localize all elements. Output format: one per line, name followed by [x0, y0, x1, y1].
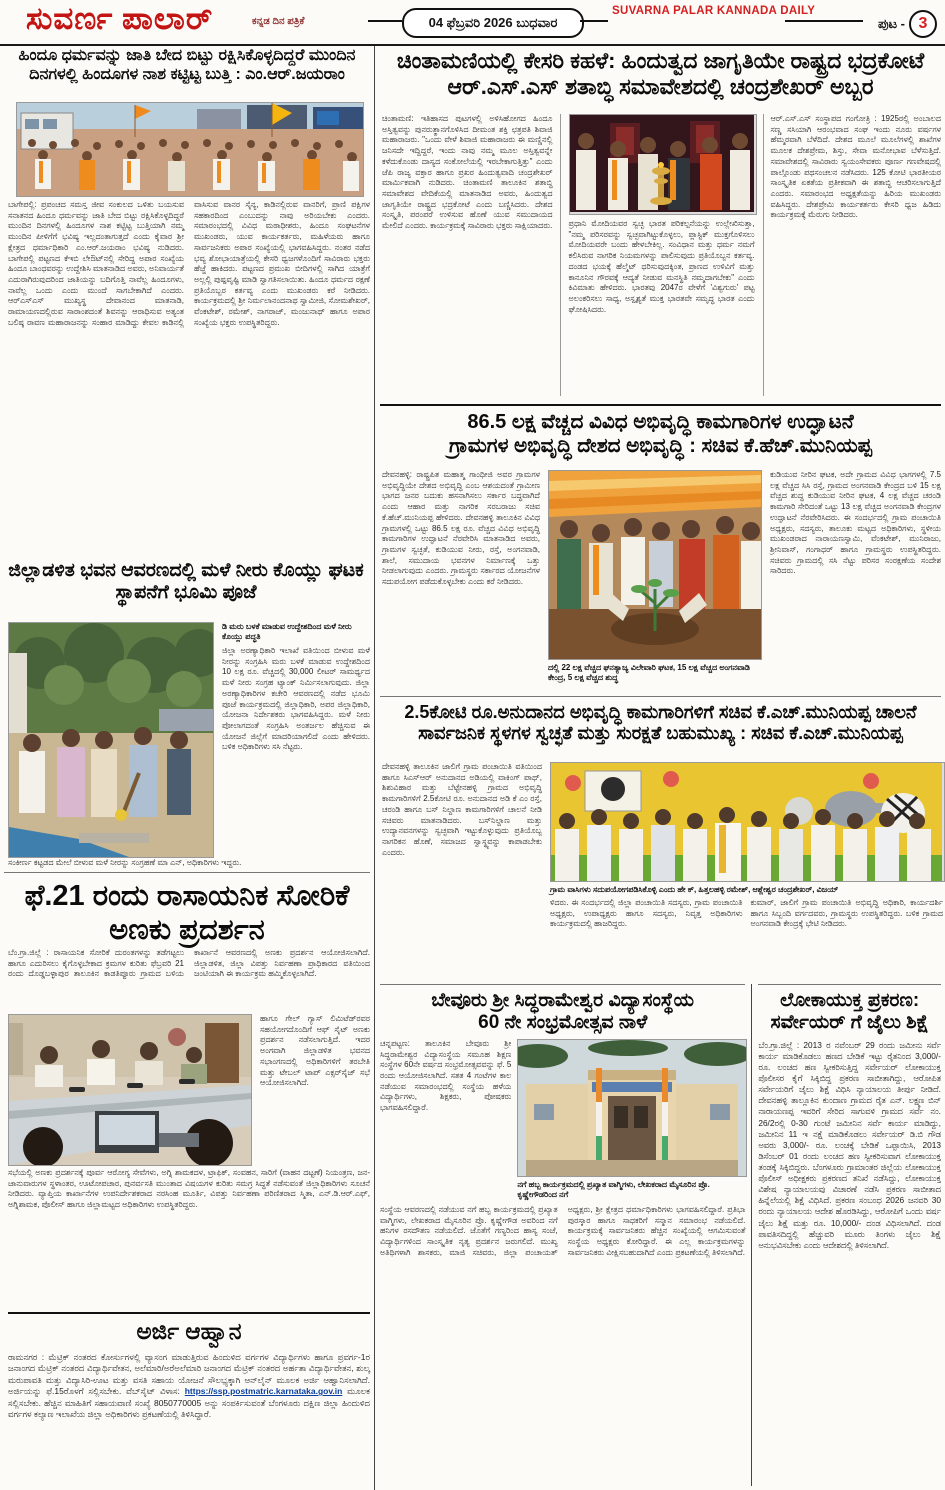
works-article-col1: ದೇವನಹಳ್ಳಿ: ರಾಷ್ಟ್ರಪಿತ ಮಹಾತ್ಮ ಗಾಂಧೀಜಿ ಅವರ ಗ್ರಾಮಗಳ ಅಭಿವೃದ್ಧಿಯೇ ದೇಶದ ಅಭಿವೃದ್ಧಿ ಎಂಬ ಆಶಯದಂತೆ ಗ್ರಾಮೀಣ ಭಾಗದ ಜನರ ಬದುಕು ಹಸನಾಗಿಸಲು ಸರ್ಕಾರ ಬದ್ಧವಾಗಿದೆ ಎಂದು ಆಹಾರ ಮತ್ತು ನಾಗರಿಕ ಸರಬರಾಜು ಸಚಿವ ಕೆ.ಹೆಚ್.ಮುನಿಯಪ್ಪ ಹೇಳಿದರು. ದೇವನಹಳ್ಳಿ ತಾಲೂಕಿನ ವಿವಿಧ ಗ್ರಾಮಗಳಲ್ಲಿ ಒಟ್ಟು 86.5 ಲಕ್ಷ ರೂ. ವೆಚ್ಚದ ವಿವಿಧ ಅಭಿವೃದ್ಧಿ ಕಾಮಗಾರಿಗಳ ಉದ್ಘಾಟನೆ ನೆರವೇರಿಸಿ ಮಾತನಾಡಿದ ಅವರು, ಗ್ರಾಮಗಳ ಸ್ವಚ್ಛತೆ, ಕುಡಿಯುವ ನೀರು, ರಸ್ತೆ, ಅಂಗನವಾಡಿ, ಶಾಲೆ, ಸಮುದಾಯ ಭವನಗಳ ನಿರ್ಮಾಣಕ್ಕೆ ಒತ್ತು ನೀಡಲಾಗುವುದು ಎಂದರು. ಗ್ರಾಮಸ್ಥರು ಸರ್ಕಾರದ ಯೋಜನೆಗಳ ಸದುಪಯೋಗ ಪಡೆದುಕೊಳ್ಳಬೇಕು ಎಂದು ಕರೆ ನೀಡಿದರು. [382, 470, 540, 587]
school-headline-line1: ಬೇವೂರು ಶ್ರೀ ಸಿದ್ಧರಾಮೇಶ್ವರ ವಿದ್ಯಾಸಂಸ್ಥೆಯ [380, 984, 745, 1012]
rain-article-row [8, 622, 370, 856]
main-article-col1: ಚಿಂತಾಮಣಿ: ಇತಿಹಾಸದ ಪುಟಗಳಲ್ಲಿ ಅಳಿಸಿಹೋಗದ ಹಿಂದೂ ಅಸ್ತಿತ್ವವನ್ನು ಪುನರುತ್ಥಾನಗೊಳಿಸಿದ ದೀಮಂತ ಶಕ್ತಿ ಛತ್ರಪತಿ ಶಿವಾಜಿ ಮಹಾರಾಜರು. "ಒಂದು ವೇಳೆ ಶಿವಾಜಿ ಮಹಾರಾಜರು ಈ ಮಣ್ಣಿನಲ್ಲಿ ಜನಿಸದೇ ಇದ್ದಿದ್ದರೆ, ಇಂದು ನಾವು ನಮ್ಮ ಮೂಲ ಅಸ್ತಿತ್ವವನ್ನೇ ಕಳೆದುಕೊಂಡು ದಾಸ್ಯದ ಸಂಕೋಲೆಯಲ್ಲಿ ಇರಬೇಕಾಗುತ್ತಿತ್ತು" ಎಂದು ಜೆಪಿ ರಾಜ್ಯ ವಕ್ತಾರ ಹಾಗೂ ಪ್ರಖರ ಹಿಂದುತ್ವವಾದಿ ಚಂದ್ರಶೇಖರ್ ಮಾರ್ಮಿಕವಾಗಿ ನುಡಿದರು. ಚಿಂತಾಮಣಿ ತಾಲೂಕಿನ ಶತಾಬ್ಧಿ ಸಮಾವೇಶದ ವೇದಿಕೆಯಲ್ಲಿ ಮಾತನಾಡಿದ ಅವರು, ಹಿಂದುತ್ವದ ಜಾಗೃತಿಯೇ ರಾಷ್ಟ್ರದ ಭದ್ರಕೋಟೆ ಎಂದು ಬಣ್ಣಿಸಿದರು. ದೇಶದ ಸಂಸ್ಕೃತಿ, ಪರಂಪರೆ ಉಳಿಸುವ ಹೊಣೆ ಯುವ ಸಮುದಾಯದ ಮೇಲಿದೆ ಎಂದರು. ಕಾರ್ಯಕ್ರಮಕ್ಕೆ ಸಾವಿರಾರು ಭಕ್ತರು ಸಾಕ್ಷಿಯಾದರು. [382, 114, 561, 396]
meeting-photo [8, 1014, 252, 1166]
rain-article-caption: ಸಂಕೀರ್ಣ ಕಟ್ಟಡದ ಮೇಲೆ ಬೀಳುವ ಮಳೆ ನೀರನ್ನು ಸಂಗ್ರಹಣೆ ಮಾ ಎನ್, ಅಧಿಕಾರಿಗಳು ಇದ್ದರು. [8, 858, 242, 867]
lokayukta-article [751, 984, 941, 1486]
mock-drill-row [8, 1014, 370, 1164]
page-label: ಪುಟ - [877, 16, 905, 31]
mock-drill-side-text: ಹಾಗೂ ಗೇಲ್ ಗ್ಯಾಸ್ ಲಿಮಿಟೆಡ್‌ರವರ ಸಹಯೋಗದೊಂದಿಗೆ ಆಫ್ ಸೈಟ್ ಅಣಕು ಪ್ರದರ್ಶನ ನಡೆಸಲಾಗುತ್ತಿದೆ. ಇದರ ಅಂಗವಾಗಿ ಜಿಲ್ಲಾಡಳಿತ ಭವನದ ಸಭಾಂಗಣದಲ್ಲಿ ಅಧಿಕಾರಿಗಳಿಗೆ ತರಬೇತಿ ಮತ್ತು ಟೇಬಲ್ ಟಾಪ್ ಎಕ್ಸರ್‌ಸೈಜ್ ಸಭೆ ಆಯೋಜಿಸಲಾಗಿದೆ. [260, 1014, 370, 1088]
newspaper-subtitle: ಕನ್ನಡ ದಿನ ಪತ್ರಿಕೆ [252, 16, 305, 27]
applications-body [8, 1352, 370, 1420]
grant-headline-line1: 2.5ಕೋಟಿ ರೂ.ಅನುದಾನದ ಅಭಿವೃದ್ಧಿ ಕಾಮಗಾರಿಗಳಿಗೆ ಸಚಿವ ಕೆ.ಎಚ್.ಮುನಿಯಪ್ಪ ಚಾಲನೆ [404, 702, 917, 722]
rain-article-subhead: ಡಿ ಮರು ಬಳಕೆ ಮಾಡುವ ಉದ್ದೇಶದಿಂದ ಮಳೆ ನೀರು ಕೊಯ್ಲು ಪದ್ಧತಿ [222, 622, 352, 641]
masthead-english-title: SUVARNA PALAR KANNADA DAILY [612, 5, 816, 17]
newspaper-logo: ಸುವರ್ಣ ಪಾಲಾರ್ [26, 1, 214, 36]
grant-headline-line2: ಸಾರ್ವಜನಿಕ ಸ್ಥಳಗಳ ಸ್ವಚ್ಛತೆ ಮತ್ತು ಸುರಕ್ಷತೆ ಬಹುಮುಖ್ಯ : ಸಚಿವ ಕೆ.ಎಚ್.ಮುನಿಯಪ್ಪ [418, 723, 903, 744]
grant-article-col1: ದೇವನಹಳ್ಳಿ ತಾಲೂಕಿನ ಜಾಲಿಗೆ ಗ್ರಾಮ ಪಂಚಾಯಿತಿ ವತಿಯಿಂದ ಹಾಗೂ ಸಿಎಸ್ಆರ್ ಅನುದಾನದ ಅಡಿಯಲ್ಲಿ ವಾಕಿಂಗ್ ಪಾಥ್, ಶಿಶುವಿಹಾರ ಮತ್ತು ಬೆಟ್ಟೇನಹಳ್ಳಿ ಗ್ರಾಮದ ಅಭಿವೃದ್ಧಿ ಕಾಮಗಾರಿಗಳಿಗೆ 2.5ಕೋಟಿ ರೂ. ಅನುದಾನದ ಅಡಿ ಕೆ ಎಂ ರಸ್ತೆ, ಚರಂಡಿ ಹಾಗೂ ಬಸ್ ನಿಲ್ದಾಣ ಕಾಮಗಾರಿಗಳಿಗೆ ಚಾಲನೆ ನೀಡಿ ಸಚಿವರು ಮಾತನಾಡಿದರು. ಬಸ್‌ನಿಲ್ದಾಣ ಮತ್ತು ಉದ್ಯಾನವನಗಳನ್ನು ಸ್ವಚ್ಛವಾಗಿ ಇಟ್ಟುಕೊಳ್ಳುವುದು ಪ್ರತಿಯೊಬ್ಬ ನಾಗರಿಕನ ಹೊಣೆ, ಸಮಾಜದ ಸ್ವಾಸ್ಥ್ಯವನ್ನು ಕಾಪಾಡಬೇಕು ಎಂದರು. [382, 762, 542, 857]
school-photo-block [517, 1039, 745, 1200]
works-headline-line1: 86.5 ಲಕ್ಷ ವೆಚ್ಚದ ವಿವಿಧ ಅಭಿವೃದ್ಧಿ ಕಾಮಗಾರಿಗಳ ಉದ್ಘಾಟನೆ [467, 411, 854, 433]
meeting-photo-illustration [9, 1015, 251, 1165]
lokayukta-body: ಬೆಂ.ಗ್ರಾ.ಜಿಲ್ಲೆ : 2013 ರ ನವೆಂಬರ್ 29 ರಂದು ಜಮೀನು ಸರ್ವೆ ಕಾರ್ಯ ಮಾಡಿಕೊಡಲು ಹಣದ ಬೇಡಿಕೆ ಇಟ್ಟು ರೈತನಿಂದ 3,000/- ರೂ. ಲಂಚದ ಹಣ ಸ್ವೀಕರಿಸುತ್ತಿದ್ದ ಸರ್ವೇಯರ್ ಲೋಕಾಯುಕ್ತ ಪೊಲೀಸರ ಕೈಗೆ ಸಿಕ್ಕಿಬಿದ್ದ ಪ್ರಕರಣ ಸಾಬೀತಾಗಿದ್ದು, ಆರೋಪಿತ ಸರ್ವೇಯರಿಗೆ ಜೈಲು ಶಿಕ್ಷೆ ವಿಧಿಸಿ ನ್ಯಾಯಾಲಯ ತೀರ್ಪು ನೀಡಿದೆ. ದೇವನಹಳ್ಳಿ ತಾಲ್ಲೂಕಿನ ಕುಂದಾಣ ಗ್ರಾಮದ ರೈತ ಎನ್. ಲಕ್ಷ್ಮಣ ಬಿನ್ ನಾರಾಯಣಪ್ಪ ಇವರಿಗೆ ಸೇರಿದ ಸಾಗುವಳಿ ಗ್ರಾಮದ ಸರ್ವೆ ನಂ. 26/2ರಲ್ಲಿ 0-30 ಗುಂಟೆ ಜಮೀನಿನ ಸರ್ವೆ ಕಾರ್ಯ ಮಾಡಿದ್ದು, ಜಮೀನಿನ 11 ಇ ನಕ್ಷೆ ಮಾಡಿಕೊಡಲು ಸರ್ವೇಯರ್ ಡಿ.ಬಿ ಗೌಡ ಅವರು 3,000/- ರೂ. ಲಂಚಕ್ಕೆ ಬೇಡಿಕೆ ಒಪ್ಪಾಯಿಸಿ, 2013 ಡಿಸೆಂಬರ್ 01 ರಂದು ಲಂಚದ ಹಣ ಸ್ವೀಕರಿಸುವಾಗ ಲೋಕಾಯುಕ್ತ ತಂಡಕ್ಕೆ ಸಿಕ್ಕಿಬಿದ್ದರು. ಬೆಂಗಳೂರು ಗ್ರಾಮಾಂತರ ಜಿಲ್ಲೆಯ ಲೋಕಾಯುಕ್ತ ಪೊಲೀಸ್ ಅಧೀಕ್ಷಕರು ಪ್ರಕರಣದ ತನಿಖೆ ನಡೆಸಿದ್ದು, ಲೋಕಾಯುಕ್ತ ವಿಶೇಷ ನ್ಯಾಯಾಲಯವು ವಿಚಾರಣೆ ನಡೆಸಿ ಪ್ರಕರಣ ಸಾಬೀತಾದ ಹಿನ್ನೆಲೆಯಲ್ಲಿ ಶಿಕ್ಷೆ ವಿಧಿಸಿದೆ. ಪ್ರಕರಣ ಸಂಬಂಧ 2026 ಜನವರಿ 30 ರಂದು ನ್ಯಾಯಾಲಯ ಆದೇಶ ಹೊರಡಿಸಿದ್ದು, ಆರೋಪಿಗೆ ಒಂದು ವರ್ಷ ಜೈಲು ಶಿಕ್ಷೆ ಮತ್ತು ರೂ. 10,000/- ದಂಡ ವಿಧಿಸಲಾಗಿದೆ. ದಂಡ ಪಾವತಿಸದಿದ್ದಲ್ಲಿ ಹೆಚ್ಚುವರಿ ಮೂರು ತಿಂಗಳು ಜೈಲು ಶಿಕ್ಷೆ ಅನುಭವಿಸಬೇಕು ಎಂದು ಆದೇಶದಲ್ಲಿ ತಿಳಿಸಲಾಗಿದೆ. [758, 1039, 941, 1250]
bhoomi-pooja-illustration [9, 623, 213, 857]
tree-planting-photo [548, 470, 762, 660]
school-building-photo [517, 1039, 747, 1177]
main-article-col2 [569, 114, 755, 396]
works-article-headline [380, 404, 941, 458]
bottom-section [380, 984, 941, 1486]
grant-article-below-col2: ಕುಮಾರ್, ಜಾಲಿಗೆ ಗ್ರಾಮ ಪಂಚಾಯಿತಿ ಅಭಿವೃದ್ಧಿ ಅಧಿಕಾರಿ, ಕಾರ್ಯದರ್ಶಿ ಹಾಗೂ ಸಿಬ್ಬಂದಿ ವರ್ಗದವರು, ಗ್ರಾಮಸ್ಥರು ಉಪಸ್ಥಿತರಿದ್ದರು. ಬಳಿಕ ಗ್ರಾಮದ ಅಂಗನವಾಡಿ ಕೇಂದ್ರಕ್ಕೆ ಭೇಟಿ ನೀಡಿದರು. [750, 898, 943, 929]
masthead [0, 0, 945, 46]
left-article-headline: ಹಿಂದೂ ಧರ್ಮವನ್ನು ಜಾತಿ ಬೇದ ಬಿಟ್ಟು ರಕ್ಷಿಸಿಕೊಳ್ಳದಿದ್ದರೆ ಮುಂದಿನ ದಿನಗಳಲ್ಲಿ ಹಿಂದೂಗಳ ನಾಶ ಕಟ್ಟಿಟ್ಟ ಬುತ್ತಿ : ಎಂ.ಆರ್.ಜಯರಾಂ [18, 47, 356, 83]
main-article-col3: ಆರ್.ಎಸ್.ಎಸ್ ಸಂಸ್ಥಾಪದ ಗಂಗೋತ್ರಿ : 1925ರಲ್ಲಿ ಅಂಬಾಲದ ಸಣ್ಣ ಸಸಿಯಾಗಿ ಆರಂಭವಾದ ಸಂಘ ಇಂದು ನೂರು ವರ್ಷಗಳ ಹೆಮ್ಮರವಾಗಿ ಬೆಳೆದಿದೆ. ದೇಶದ ಮೂಲೆ ಮೂಲೆಗಳಲ್ಲಿ ಶಾಖೆಗಳ ಮೂಲಕ ದೇಶಪ್ರೇಮ, ಶಿಸ್ತು, ಸೇವಾ ಮನೋಭಾವ ಬೆಳೆಸುತ್ತಿದೆ. ಸಮಾವೇಶದಲ್ಲಿ ಸಾವಿರಾರು ಸ್ವಯಂಸೇವಕರು ಪೂರ್ಣ ಗಣವೇಷದಲ್ಲಿ ಪಾಲ್ಗೊಂಡು ಪಥಸಂಚಲನ ನಡೆಸಿದರು. 125 ಕೋಟಿ ಭಾರತೀಯರ ಸಾಂಸ್ಕೃತಿಕ ಏಕತೆಯ ಪ್ರತೀಕವಾಗಿ ಈ ಶತಾಬ್ಧಿ ಆಚರಿಸಲಾಗುತ್ತಿದೆ ಎಂದರು. ಸಮಾರಂಭದ ಅಧ್ಯಕ್ಷತೆಯನ್ನು ಹಿರಿಯ ಮುಖಂಡರು ವಹಿಸಿದ್ದರು. ದೇಶಪ್ರೇಮಿ ಕಾರ್ಯಕರ್ತರು ಕೇಸರಿ ಧ್ವಜ ಹಿಡಿದು ಕಾರ್ಯಕ್ರಮಕ್ಕೆ ಮೆರುಗು ನೀಡಿದರು. [763, 114, 942, 396]
rain-article-side-text: ಜಿಲ್ಲಾ ಅರಣ್ಯಾಧಿಕಾರಿ ಇಲಾಖೆ ವತಿಯಿಂದ ಬೀಳುವ ಮಳೆ ನೀರನ್ನು ಸಂಗ್ರಹಿಸಿ ಮರು ಬಳಕೆ ಮಾಡುವ ಉದ್ದೇಶದಿಂದ 10 ಲಕ್ಷ ರೂ. ವೆಚ್ಚದಲ್ಲಿ 30,000 ಲೀಟರ್ ಸಾಮರ್ಥ್ಯದ ಮಳೆ ನೀರು ಸಂಗ್ರಹ ಟ್ಯಾಂಕ್ ನಿರ್ಮಿಸಲಾಗುವುದು. ಜಿಲ್ಲಾ ಅರಣ್ಯಾಧಿಕಾರಿಗಳ ಕಚೇರಿ ಆವರಣದಲ್ಲಿ ನಡೆದ ಭೂಮಿ ಪೂಜೆ ಕಾರ್ಯಕ್ರಮದಲ್ಲಿ ಜಿಲ್ಲಾಧಿಕಾರಿ, ಅಪರ ಜಿಲ್ಲಾಧಿಕಾರಿ, ಯೋಜನಾ ನಿರ್ದೇಶಕರು ಭಾಗವಹಿಸಿದ್ದರು. ಮಳೆ ನೀರು ಪೋಲಾಗದಂತೆ ಸಂಗ್ರಹಿಸಿ ಅಂತರ್ಜಲ ಹೆಚ್ಚಿಸುವ ಈ ಯೋಜನೆ ಜಿಲ್ಲೆಗೆ ಮಾದರಿಯಾಗಲಿದೆ ಎಂದು ಹೇಳಿದರು. ಬಳಿಕ ಅಧಿಕಾರಿಗಳು ಸಸಿ ನೆಟ್ಟರು. [222, 646, 370, 752]
mock-drill-para1: ಬೆಂ.ಗ್ರಾ.ಜಿಲ್ಲೆ : ರಾಸಾಯನಿಕ ಸೋರಿಕೆ ದುರಂತಗಳನ್ನು ತಡೆಗಟ್ಟಲು ಹಾಗೂ ಎದುರಿಸಲು ಕೈಗೊಳ್ಳಬೇಕಾದ ಕ್ರಮಗಳ ಕುರಿತು ಫೆಬ್ರವರಿ 21 ರಂದು ದೊಡ್ಡಬಳ್ಳಾಪುರ ತಾಲೂಕಿನ ಕಾಡತಿಪ್ಪೂರು ಗ್ರಾಮದ ಬಳಿಯ ಕಾರ್ಖಾನೆ ಆವರಣದಲ್ಲಿ ಅಣಕು ಪ್ರದರ್ಶನ ಆಯೋಜಿಸಲಾಗಿದೆ. ಜಿಲ್ಲಾಡಳಿತ, ಜಿಲ್ಲಾ ವಿಪತ್ತು ನಿರ್ವಹಣಾ ಪ್ರಾಧಿಕಾರದ ವತಿಯಿಂದ ಜಂಟಿಯಾಗಿ ಈ ಕಾರ್ಯಕ್ರಮ ಹಮ್ಮಿಕೊಳ್ಳಲಾಗಿದೆ. [8, 948, 370, 979]
works-headline-line2: ಗ್ರಾಮಗಳ ಅಭಿವೃದ್ಧಿ ದೇಶದ ಅಭಿವೃದ್ಧಿ : ಸಚಿವ ಕೆ.ಹೆಚ್.ಮುನಿಯಪ್ಪ [449, 434, 872, 457]
works-photo-caption: ದಲ್ಲಿ 22 ಲಕ್ಷ ವೆಚ್ಚದ ಘನತ್ಯಾಜ್ಯ ವಿಲೇವಾರಿ ಘಟಕ, 15 ಲಕ್ಷ ವೆಚ್ಚದ ಅಂಗನವಾಡಿ ಕೇಂದ್ರ, 5 ಲಕ್ಷ ವೆಚ್ಚದ ಶುದ್ಧ [548, 663, 750, 682]
grant-article-below-col1: ಳಿದರು. ಈ ಸಂದರ್ಭದಲ್ಲಿ ಜಿಲ್ಲಾ ಪಂಚಾಯಿತಿ ಸದಸ್ಯರು, ಗ್ರಾಮ ಪಂಚಾಯಿತಿ ಅಧ್ಯಕ್ಷರು, ಉಪಾಧ್ಯಕ್ಷರು ಹಾಗೂ ಸದಸ್ಯರು, ನಿವೃತ್ತ ಅಧಿಕಾರಿಗಳು ಕಾರ್ಯಕ್ರಮದಲ್ಲಿ ಹಾಜರಿದ್ದರು. [550, 898, 743, 929]
grant-article-row [382, 762, 941, 980]
works-article-col3: ಕುಡಿಯುವ ನೀರಿನ ಘಟಕ, ಅದೇ ಗ್ರಾಮದ ವಿವಿಧ ಭಾಗಗಳಲ್ಲಿ 7.5 ಲಕ್ಷ ವೆಚ್ಚದ ಸಿಸಿ ರಸ್ತೆ, ಗ್ರಾಮದ ಅಂಗನವಾಡಿ ಕೇಂದ್ರದ ಬಳಿ 15 ಲಕ್ಷ ವೆಚ್ಚದ ಶುದ್ಧ ಕುಡಿಯುವ ನೀರಿನ ಘಟಕ, 4 ಲಕ್ಷ ವೆಚ್ಚದ ಚರಂಡಿ ಕಾಮಗಾರಿ ಸೇರಿದಂತೆ ಒಟ್ಟು 13 ಲಕ್ಷ ವೆಚ್ಚದ ಅಂಗನವಾಡಿ ಕೇಂದ್ರಗಳ ಉದ್ಘಾಟನೆ ನೆರವೇರಿಸಿದರು. ಈ ಸಂದರ್ಭದಲ್ಲಿ ಗ್ರಾಮ ಪಂಚಾಯಿತಿ ಅಧ್ಯಕ್ಷರು, ಸದಸ್ಯರು, ತಾಲೂಕು ಮಟ್ಟದ ಅಧಿಕಾರಿಗಳು, ಸ್ಥಳೀಯ ಮುಖಂಡರಾದ ನಾರಾಯಣಸ್ವಾಮಿ, ವೆಂಕಟೇಶ್, ಮುನಿರಾಜು, ಶ್ರೀನಿವಾಸ್, ಗಂಗಾಧರ್ ಹಾಗೂ ಗ್ರಾಮಸ್ಥರು ಉಪಸ್ಥಿತರಿದ್ದರು. ಸಚಿವರು ಗ್ರಾಮದಲ್ಲಿ ಸಸಿ ನೆಟ್ಟು ಪರಿಸರ ಸಂರಕ್ಷಣೆಯ ಸಂದೇಶ ಸಾರಿದರು. [770, 470, 941, 576]
lamp-lighting-photo [569, 114, 757, 215]
works-article-row [382, 470, 941, 692]
school-article [380, 984, 751, 1486]
lamp-lighting-illustration [570, 115, 754, 212]
school-article-col1: ಚನ್ನಪಟ್ಟಣ: ತಾಲೂಕಿನ ಬೇವೂರು ಶ್ರೀ ಸಿದ್ಧರಾಮೇಶ್ವರ ವಿದ್ಯಾಸಂಸ್ಥೆಯ ಸಮೂಹ ಶಿಕ್ಷಣ ಸಂಸ್ಥೆಗಳ 60ನೇ ವರ್ಷದ ಸಂಭ್ರಮೋತ್ಸವವನ್ನು ಫೆ. 5 ರಂದು ಆಯೋಜಿಸಲಾಗಿದೆ. ಸತತ 4 ಗಂಟೆಗಳ ಕಾಲ ನಡೆಯುವ ಸಮಾರಂಭದಲ್ಲಿ ಸಂಸ್ಥೆಯ ಹಳೆಯ ವಿದ್ಯಾರ್ಥಿಗಳು, ಶಿಕ್ಷಕರು, ಪೋಷಕರು ಭಾಗವಹಿಸಲಿದ್ದಾರೆ. [380, 1038, 512, 1113]
grant-article-photo-block [550, 762, 943, 980]
mock-drill-para2: ಸಭೆಯಲ್ಲಿ ಅಣಕು ಪ್ರದರ್ಶನಕ್ಕೆ ಪೂರ್ವ ಆರೋಗ್ಯ ಸೇವೆಗಳು, ಅಗ್ನಿ ಶಾಮಕದಳ, ಟ್ರಾಫಿಕ್, ಸಂವಹನ, ಸಾರಿಗೆ (ವಾಹನ ದಟ್ಟಣೆ) ನಿಯಂತ್ರಣ, ಜನ-ಜಾನುವಾರುಗಳ ಸ್ಥಳಾಂತರ, ಊಟೋಪಚಾರ, ಪುನರ್ವಸತಿ ಮುಂತಾದ ವಿಷಯಗಳ ಕುರಿತು ಸಮಗ್ರ ಸಿದ್ಧತೆ ನಡೆಸುವಂತೆ ಜಿಲ್ಲಾಧಿಕಾರಿಗಳು ಸೂಚನೆ ನೀಡಿದರು. ವ್ಯಾಪ್ತಿಯ ಕಾರ್ಖಾನೆಗಳ ಉಪನಿರ್ದೇಶಕರಾದ ನರಸಿಂಹ ಮೂರ್ತಿ, ವಿಪತ್ತು ನಿರ್ವಹಣಾ ಪರಿಣಿತರಾದ ಸ್ಮಿತಾ, ಎನ್.ಡಿ.ಆರ್.ಎಫ್, ಅಗ್ನಿಶಾಮಕ, ಪೊಲೀಸ್ ಹಾಗೂ ಜಿಲ್ಲಾಮಟ್ಟದ ಅಧಿಕಾರಿಗಳು ಉಪಸ್ಥಿತರಿದ್ದರು. [8, 1168, 370, 1210]
date-box: 04 ಫೆಬ್ರವರಿ 2026 ಬುಧವಾರ [402, 8, 584, 38]
group-photo-illustration [551, 763, 942, 881]
main-article-col2-text: ಪ್ರಧಾನಿ ಮೋದಿಯವರ ಸ್ವಚ್ಛ ಭಾರತ ಪರಿಕಲ್ಪನೆಯನ್ನು ಉಲ್ಲೇಖಿಸುತ್ತಾ, "ನಮ್ಮ ಪರಿಸರವನ್ನು ಸ್ವಚ್ಛವಾಗಿಟ್ಟುಕೊಳ್ಳಲು, ಪ್ಲಾಸ್ಟಿಕ್ ಮುಕ್ತಗೊಳಿಸಲು ಮೋದಿಯವರೇ ಬಂದು ಹೇಳಬೇಕಿಲ್ಲ. ಸಂವಿಧಾನ ಮತ್ತು ಧರ್ಮ ನಮಗೆ ಕಲಿಸಿರುವ ನಾಗರಿಕ ನಿಯಮಗಳನ್ನು ಪಾಲಿಸುವುದು ಪ್ರತಿಯೊಬ್ಬನ ಕರ್ತವ್ಯ. ದಂಡದ ಭಯಕ್ಕೆ ಹೆಲ್ಮೆಟ್ ಧರಿಸುವುದಕ್ಕಿಂತ, ಪ್ರಾಣದ ಉಳಿವಿಗೆ ಮತ್ತು ಕಾನೂನಿನ ಗೌರವಕ್ಕೆ ಆದ್ಯತೆ ನೀಡುವ ಮನಸ್ಥಿತಿ ನಮ್ಮದಾಗಬೇಕು" ಎಂದು ಕಿವಿಮಾತು ಹೇಳಿದರು. ಭಾರತವು 2047ರ ವೇಳೆಗೆ 'ವಿಶ್ವಗುರು' ಪಟ್ಟ ಅಲಂಕರಿಸಲು ಸಾಧ್ಯ, ಅಸ್ಪೃಶ್ಯತೆ ಮುಕ್ತ ಭಾರತವೇ ಸಮೃದ್ಧ ಭಾರತ ಎಂದು ಘೋಷಿಸಿದರು. [568, 219, 755, 314]
procession-photo-illustration [17, 103, 363, 196]
applications-headline: ಅರ್ಜಿ ಆಹ್ವಾನ [8, 1312, 370, 1345]
bhoomi-pooja-photo [8, 622, 214, 858]
tree-planting-illustration [549, 471, 761, 659]
works-article-photo-block [548, 470, 762, 692]
main-article-headline: ಚಿಂತಾಮಣಿಯಲ್ಲಿ ಕೇಸರಿ ಕಹಳೆ: ಹಿಂದುತ್ವದ ಜಾಗೃತಿಯೇ ರಾಷ್ಟ್ರದ ಭದ್ರಕೋಟೆ ಆರ್.ಎಸ್.ಎಸ್ ಶತಾಬ್ಧಿ ಸಮಾವೇಶದಲ್ಲಿ ಚಂದ್ರಶೇಖರ್ ಅಬ್ಬರ [396, 48, 925, 99]
school-photo-caption: ನಗೆ ಹಬ್ಬ ಕಾರ್ಯಕ್ರಮದಲ್ಲಿ ಪ್ರಖ್ಯಾತ ವಾಗ್ಮಿಗಳು, ಲೇಖಕರಾದ ಮೈಸೂರಿನ ಪ್ರೊ. ಕೃಷ್ಣೇಗೌಡರಿಂದ ನಗೆ [517, 1179, 710, 1199]
page-number-badge: 3 [909, 10, 937, 38]
lokayukta-headline-line2: ಸರ್ವೇಯರ್ ಗೆ ಜೈಲು ಶಿಕ್ಷೆ [770, 1012, 929, 1034]
school-headline-line2: 60 ನೇ ಸಂಭ್ರಮೋತ್ಸವ ನಾಳೆ [478, 1012, 648, 1034]
grant-article-headline [380, 696, 941, 744]
grant-photo-caption: ಗ್ರಾಮ ವಾಸಿಗಳು ಸದುಪಯೋಗಪಡಿಸಿಕೊಳ್ಳಿ ಎಂದು ಹೇ ಕ್, ಹಿತ್ತಲಹಳ್ಳಿ ರಮೇಶ್, ಆಶ್ಲೇಶ್ವರ ಚಂದ್ರಶೇಖರ್, ವಿಜಯ್ [550, 885, 839, 894]
page-number [878, 10, 937, 38]
column-divider [374, 46, 375, 1490]
left-article-body: ಬಾಗೇಪಲ್ಲಿ: ಪ್ರಪಂಚದ ಸಮಸ್ತ ಜೀವ ಸಂಕುಲದ ಒಳಿತು ಬಯಸುವ ಸನಾತನದ ಹಿಂದೂ ಧರ್ಮವನ್ನು ಜಾತಿ ಬೇದ ಬಿಟ್ಟು ರಕ್ಷಿಸಿಕೊಳ್ಳದಿದ್ದರೆ ಮುಂದಿನ ದಿನಗಳಲ್ಲಿ ಹಿಂದೂಗಳ ನಾಶ ಕಟ್ಟಿಟ್ಟ ಬುತ್ತಿಯಾಗಿ ನಮ್ಮ ಮುಂದಿನ ಪೀಳಿಗೆಗೆ ಭವಿಷ್ಯ ಇಲ್ಲದಂತಾಗುತ್ತದೆ ಎಂದು ಕೈವಾರ ಶ್ರೀ ಕ್ಷೇತ್ರದ ಧರ್ಮಾಧಿಕಾರಿ ಎಂ.ಆರ್.ಜಯರಾಂ ಭವಿಷ್ಯ ನುಡಿದರು. ಬಾಗೇಪಲ್ಲಿ ಪಟ್ಟಣದ ಕೆಇಬಿ ಲೇಔಟ್‌ನಲ್ಲಿ ಸೇರಿದ್ದ ಅಪಾರ ಸಂಖ್ಯೆಯ ಹಿಂದೂ ಬಾಂಧವರನ್ನು ಉದ್ದೇಶಿಸಿ ಮಾತನಾಡಿದ ಅವರು, ಅನಿವಾರ್ಯತೆ ಎದುರಾಗಿರುವುದರಿಂದ ಜಾತಿಯನ್ನು ಬದಿಗೊತ್ತಿ ನಾವೆಲ್ಲ ಹಿಂದೂಗಳು, ನಾವೆಲ್ಲ ಒಂದು ಎಂದು ಮುಂದೆ ಸಾಗಬೇಕಾಗಿದೆ ಎಂದರು. ಆರ್‌ಎಸ್‌ಎಸ್ ಮುಖ್ಯಸ್ಥ ದೇವಾನಂದ ಮಾತನಾಡಿ, ರಾಮಾಯಣದಲ್ಲಿರುವ ಸಾರಾಂಶದಂತೆ ಶಿವನನ್ನು ಆರಾಧಿಸುವ ಅತ್ಯಂತ ಬಲಿಷ್ಠ ರಾವಣ ಮಹಾರಾಜನನ್ನು ಸಂಹಾರ ಮಾಡಿದ್ದು ಕೇವಲ ಕಾಡಿನಲ್ಲಿ ವಾಸಿಸುವ ವಾನರ ಸೈನ್ಯ, ಕಾಡಿನಲ್ಲಿರುವ ವಾನರಿಗೆ, ಪ್ರಾಣಿ ಪಕ್ಷಿಗಳ ಸಹಕಾರದಿಂದ ಎಂಬುದನ್ನು ನಾವು ಅರಿಯಬೇಕು ಎಂದರು. ಸಮಾರಂಭದಲ್ಲಿ ವಿವಿಧ ಮಠಾಧೀಶರು, ಹಿಂದೂ ಸಂಘಟನೆಗಳ ಮುಖಂಡರು, ಯುವ ಕಾರ್ಯಕರ್ತರು, ಮಹಿಳೆಯರು ಹಾಗೂ ಸಾರ್ವಜನಿಕರು ಅಪಾರ ಸಂಖ್ಯೆಯಲ್ಲಿ ಭಾಗವಹಿಸಿದ್ದರು. ನಂತರ ನಡೆದ ಭವ್ಯ ಶೋಭಾಯಾತ್ರೆಯಲ್ಲಿ ಕೇಸರಿ ಧ್ವಜಗಳೊಂದಿಗೆ ಸಾವಿರಾರು ಭಕ್ತರು ಹೆಜ್ಜೆ ಹಾಕಿದರು. ಪಟ್ಟಣದ ಪ್ರಮುಖ ಬೀದಿಗಳಲ್ಲಿ ಸಾಗಿದ ಯಾತ್ರೆಗೆ ಅಲ್ಲಲ್ಲಿ ಪುಷ್ಪವೃಷ್ಟಿ ಮಾಡಿ ಸ್ವಾಗತಿಸಲಾಯಿತು. ಹಿಂದೂ ಧರ್ಮದ ರಕ್ಷಣೆ ಪ್ರತಿಯೊಬ್ಬರ ಕರ್ತವ್ಯ ಎಂದು ಮುಖಂಡರು ಕರೆ ನೀಡಿದರು. ಕಾರ್ಯಕ್ರಮದಲ್ಲಿ ಶ್ರೀ ನಿರ್ಮಲಾನಂದನಾಥ ಸ್ವಾಮೀಜಿ, ಸೋಮಶೇಖರ್, ವೆಂಕಟೇಶ್, ರಮೇಶ್, ನಾಗರಾಜ್, ಮಂಜುನಾಥ್ ಹಾಗೂ ಅಪಾರ ಸಂಖ್ಯೆಯ ಭಕ್ತರು ಉಪಸ್ಥಿತರಿದ್ದರು. [8, 200, 370, 327]
school-article-body: ಸಂಸ್ಥೆಯ ಆವರಣದಲ್ಲಿ ನಡೆಯುವ ನಗೆ ಹಬ್ಬ ಕಾರ್ಯಕ್ರಮದಲ್ಲಿ ಪ್ರಖ್ಯಾತ ವಾಗ್ಮಿಗಳು, ಲೇಖಕರಾದ ಮೈಸೂರಿನ ಪ್ರೊ. ಕೃಷ್ಣೇಗೌಡ ಅವರಿಂದ ನಗೆ ಹನಿಗಳ ರಸದೌತಣ ನಡೆಯಲಿದೆ. ಜೊತೆಗೆ ಗಣ್ಯರಿಂದ ಹಾಸ್ಯ ಸಂಜೆ, ವಿದ್ಯಾರ್ಥಿಗಳಿಂದ ಸಾಂಸ್ಕೃತಿಕ ನೃತ್ಯ ಪ್ರದರ್ಶನ ಜರುಗಲಿದೆ. ಮುಖ್ಯ ಅತಿಥಿಗಳಾಗಿ ಶಾಸಕರು, ಮಾಜಿ ಸಚಿವರು, ಜಿಲ್ಲಾ ಪಂಚಾಯತ್ ಅಧ್ಯಕ್ಷರು, ಶ್ರೀ ಕ್ಷೇತ್ರದ ಧರ್ಮಾಧಿಕಾರಿಗಳು ಭಾಗವಹಿಸಲಿದ್ದಾರೆ. ಪ್ರತಿಭಾ ಪುರಸ್ಕಾರ ಹಾಗೂ ಸಾಧಕರಿಗೆ ಸನ್ಮಾನ ಸಮಾರಂಭ ನಡೆಯಲಿದೆ. ಕಾರ್ಯಕ್ರಮಕ್ಕೆ ಸಾರ್ವಜನಿಕರು ಹೆಚ್ಚಿನ ಸಂಖ್ಯೆಯಲ್ಲಿ ಆಗಮಿಸುವಂತೆ ಸಂಸ್ಥೆಯ ಅಧ್ಯಕ್ಷರು ಕೋರಿದ್ದಾರೆ. ಈ ಎಲ್ಲ ಕಾರ್ಯಕ್ರಮಗಳನ್ನು ಸಾರ್ವಜನಿಕರು ವೀಕ್ಷಿಸಬಹುದಾಗಿದೆ ಎಂದು ಪ್ರಕಟಣೆಯಲ್ಲಿ ತಿಳಿಸಲಾಗಿದೆ. [380, 1204, 746, 1257]
applications-text-end: ಮೂಲಕ ಸಲ್ಲಿಸಬೇಕು. ಹೆಚ್ಚಿನ ಮಾಹಿತಿಗೆ ಸಹಾಯವಾಣಿ ಸಂಖ್ಯೆ 8050770005 ಅನ್ನು ಸಂಪರ್ಕಿಸುವಂತೆ ಬೆಂಗಳೂರು ದಕ್ಷಿಣ ಜಿಲ್ಲಾ ಹಿಂದುಳಿದ ವರ್ಗಗಳ ಕಲ್ಯಾಣ ಇಲಾಖೆಯ ಜಿಲ್ಲಾ ಅಧಿಕಾರಿಗಳು ಪ್ರಕಟಣೆಯಲ್ಲಿ ತಿಳಿಸಿದ್ದಾರೆ. [8, 1386, 370, 1419]
scholarship-website-link[interactable]: https://ssp.postmatric.karnataka.gov.in [184, 1386, 343, 1397]
school-building-illustration [518, 1040, 746, 1176]
procession-photo [16, 102, 364, 197]
main-article-columns [382, 114, 941, 396]
applications-text-start: ರಾಮನಗರ : ಮೆಟ್ರಿಕ್ ನಂತರದ ಕೋರ್ಸುಗಳಲ್ಲಿ ವ್ಯಾಸಂಗ ಮಾಡುತ್ತಿರುವ ಹಿಂದುಳಿದ ವರ್ಗಗಳ ವಿದ್ಯಾರ್ಥಿಗಳು ಹಾಗೂ ಪ್ರವರ್ಗ-1ರ ಜನಾಂಗದ ಮೆಟ್ರಿಕ್ ನಂತರದ ವಿದ್ಯಾರ್ಥಿವೇತನ, ಅಲೆಮಾರಿ/ಅರೆಅಲೆಮಾರಿ ಜನಾಂಗದ ಮೆಟ್ರಿಕ್ ನಂತರದ ಅರ್ಹತಾ ವಿದ್ಯಾರ್ಥಿವೇತನ, ಶುಲ್ಕ ಮರುಪಾವತಿ ಮತ್ತು ವಿದ್ಯಾಸಿರಿ-ಊಟ ಮತ್ತು ವಸತಿ ಸಹಾಯ ಯೋಜನೆ ಸೌಲಭ್ಯಕ್ಕಾಗಿ ಆನ್‌ಲೈನ್ ಮೂಲಕ ಅರ್ಜಿ ಆಹ್ವಾನಿಸಲಾಗಿದೆ. ಅರ್ಜಿಯನ್ನು ಫೆ.15ರೊಳಗೆ ಸಲ್ಲಿಸಬೇಕು. ವೆಬ್‌ಸೈಟ್ ವಿಳಾಸ: [8, 1352, 370, 1397]
lokayukta-headline-line1: ಲೋಕಾಯುಕ್ತ ಪ್ರಕರಣ: [758, 984, 941, 1012]
rain-article-headline: ಜಿಲ್ಲಾಡಳಿತ ಭವನ ಆವರಣದಲ್ಲಿ ಮಳೆ ನೀರು ಕೊಯ್ಲು ಘಟಕ ಸ್ಥಾಪನೆಗೆ ಭೂಮಿ ಪೂಜೆ [8, 560, 364, 604]
mock-drill-headline: ಫೆ.21 ರಂದು ರಾಸಾಯನಿಕ ಸೋರಿಕೆ ಅಣಕು ಪ್ರದರ್ಶನ [4, 872, 370, 947]
group-photo [550, 762, 945, 882]
